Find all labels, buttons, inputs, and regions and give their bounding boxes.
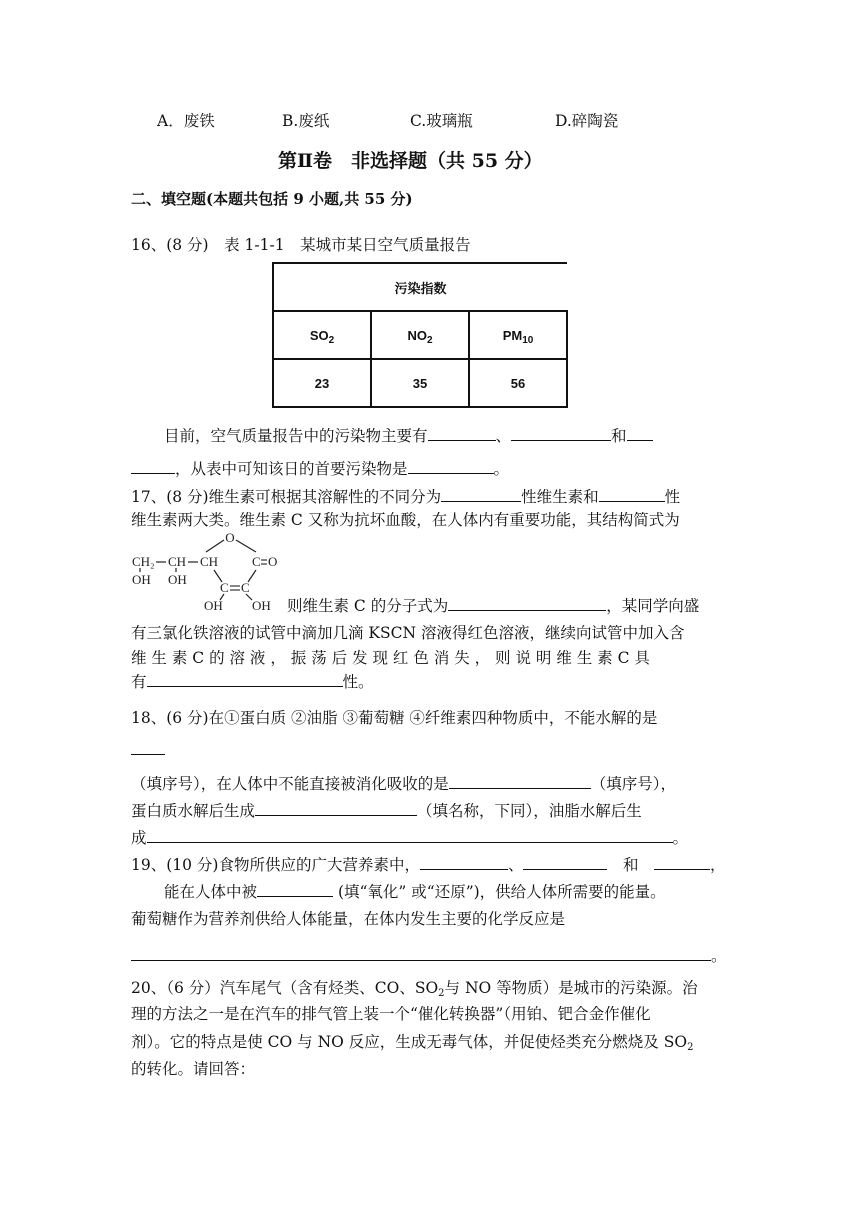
answer-blank[interactable]	[420, 854, 508, 870]
table-col-so2: $SO_2$	[273, 311, 371, 359]
answer-blank[interactable]	[599, 486, 665, 502]
q18-line4: 蛋白质水解后生成 （填名称，下同），油脂水解后生	[131, 802, 642, 820]
q16-line2: ，从表中可知该日的首要污染物是 。	[131, 458, 509, 480]
q17-line5: 维 生 素 C 的 溶 液 ， 振 荡 后 发 现 红 色 消 失 ， 则 说 明 维 生 素 C 具	[131, 649, 650, 667]
q17-line2: 维生素两大类。维生素 C 又称为抗坏血酸，在人体内有重要功能，其结构简式为	[131, 511, 680, 529]
q19-line2: 能在人体中被 (填“氧化” 或“还原”)，供给人体所需要的能量。	[164, 883, 666, 901]
answer-blank[interactable]	[441, 486, 521, 502]
struct-o-ring: O	[225, 530, 235, 545]
answer-blank[interactable]	[654, 854, 710, 870]
pollution-table	[272, 262, 568, 408]
answer-blank[interactable]	[627, 425, 653, 441]
answer-blank[interactable]	[511, 425, 611, 441]
q20-line3: 剂）。它的特点是使 CO 与 NO 反应，生成无毒气体，并促使烃类充分燃烧及 $SO_2$	[131, 1033, 694, 1053]
option-d: D.碎陶瓷	[555, 112, 619, 130]
struct-c-enol-b: C	[241, 580, 250, 595]
q19-line4: 。	[131, 945, 727, 967]
struct-oh-1: OH	[132, 572, 151, 587]
q16-line1: 目前，空气质量报告中的污染物主要有 、 和	[164, 425, 653, 447]
q17-line1: 17、(8 分)维生素可根据其溶解性的不同分为 性维生素和 性	[131, 488, 681, 506]
answer-blank[interactable]	[428, 425, 496, 441]
struct-c-carbonyl: C	[252, 554, 261, 569]
q20-line1: 20、（6 分）汽车尾气（含有烃类、CO、$SO_2$与 NO 等物质）是城市的污染源。治	[131, 979, 698, 999]
q18-line5: 成 。	[131, 829, 689, 847]
section-header: 二、填空题(本题共包括 9 小题,共 55 分)	[131, 190, 413, 208]
answer-blank[interactable]	[255, 800, 417, 816]
answer-blank[interactable]	[131, 754, 165, 755]
answer-blank[interactable]	[449, 773, 591, 789]
table-cell-no2: 35	[371, 359, 469, 407]
struct-oh-4: OH	[252, 598, 271, 613]
struct-ch-a: CH	[168, 554, 187, 569]
q17-line4: 有三氯化铁溶液的试管中滴加几滴 KSCN 溶液得红色溶液，继续向试管中加入含	[131, 624, 685, 642]
option-b: B.废纸	[282, 112, 330, 130]
answer-blank[interactable]	[408, 458, 494, 474]
struct-ch2: CH₂	[132, 554, 155, 569]
struct-oh-3: OH	[204, 598, 223, 613]
table-cell-pm10: 56	[469, 359, 567, 407]
table-header: 污染指数	[273, 263, 567, 311]
q17-line3: 则维生素 C 的分子式为 ，某同学向盛	[287, 597, 700, 615]
struct-ch-b: CH	[200, 554, 219, 569]
answer-blank[interactable]	[257, 881, 333, 897]
struct-oh-2: OH	[168, 572, 187, 587]
answer-blank[interactable]	[147, 671, 343, 687]
struct-o-carbonyl: O	[268, 554, 278, 569]
q18-line1: 18、(6 分)在①蛋白质 ②油脂 ③葡萄糖 ④纤维素四种物质中，不能水解的是	[131, 709, 658, 727]
answer-blank[interactable]	[448, 595, 606, 611]
vitamin-c-structure	[130, 528, 290, 614]
q20-line4: 的转化。请回答：	[131, 1060, 256, 1078]
q16-lead: 16、(8 分) 表 1-1-1 某城市某日空气质量报告	[131, 236, 471, 254]
q18-line3: （填序号），在人体中不能直接被消化吸收的是 （填序号），	[131, 775, 677, 793]
option-c: C.玻璃瓶	[410, 112, 473, 130]
q19-line1: 19、(10 分)食物所供应的广大营养素中， 、 和 ，	[131, 856, 726, 874]
answer-blank[interactable]	[523, 854, 607, 870]
answer-blank[interactable]	[131, 945, 711, 961]
answer-blank[interactable]	[131, 458, 175, 474]
section-title: 第Ⅱ卷 非选择题（共 55 分）	[278, 150, 543, 172]
option-a: A．废铁	[157, 112, 215, 130]
struct-c-enol-a: C	[220, 580, 229, 595]
q20-line2: 理的方法之一是在汽车的排气管上装一个“催化转换器”（用铂、钯合金作催化	[131, 1005, 651, 1023]
q17-line6: 有 性。	[131, 673, 374, 691]
table-col-pm10: $PM_{10}$	[469, 311, 567, 359]
table-cell-so2: 23	[273, 359, 371, 407]
q19-line3: 葡萄糖作为营养剂供给人体能量，在体内发生主要的化学反应是	[131, 910, 566, 928]
answer-blank[interactable]	[147, 827, 673, 843]
table-col-no2: $NO_2$	[371, 311, 469, 359]
